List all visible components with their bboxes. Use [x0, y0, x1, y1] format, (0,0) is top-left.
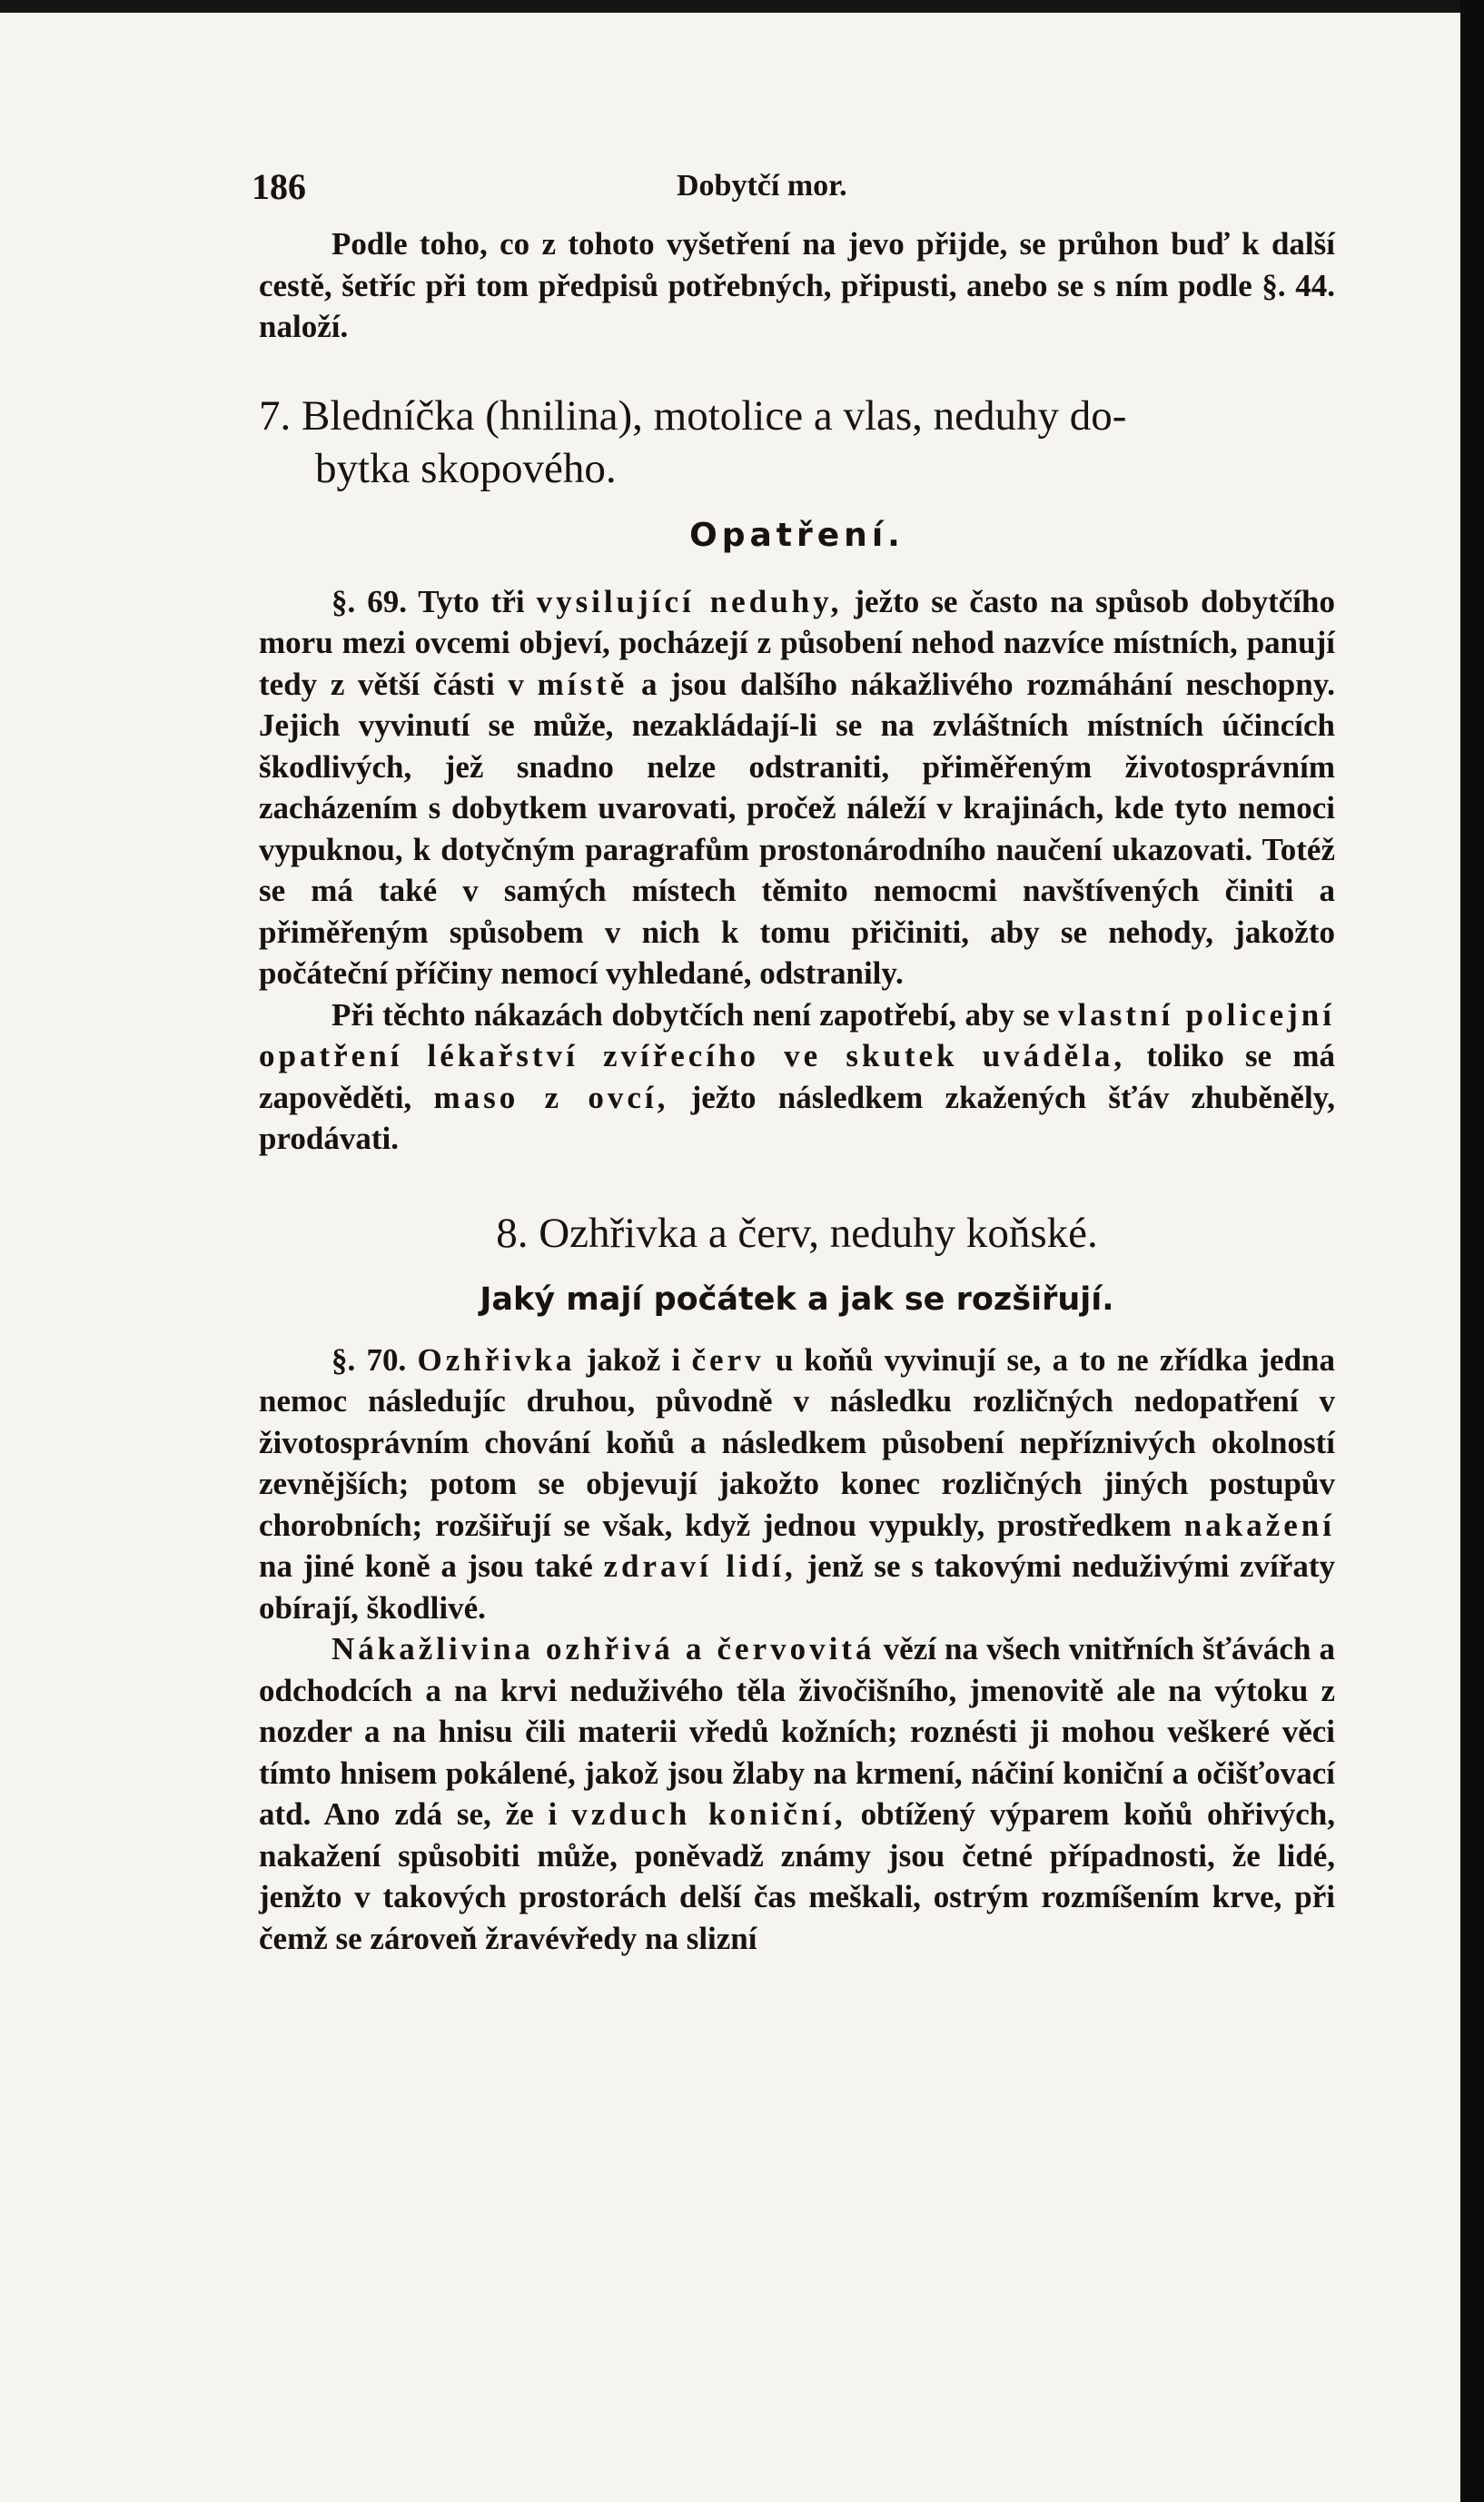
p69b-spaced-1: vlastní policejní opatření lékařství zvířecího ve skutek uváděla, [259, 996, 1335, 1073]
p70-spaced-1: Ozhřivka [417, 1341, 576, 1378]
section-7-heading-line1: 7. Bledníčka (hnilina), motolice a vlas, neduhy do- [259, 391, 1127, 440]
running-title: Dobytčí mor. [677, 169, 847, 203]
section-8-heading: 8. Ozhřivka a červ, neduhy koňské. [496, 1209, 1098, 1257]
p69-spaced-1: vysilující neduhy, [536, 583, 843, 619]
page-number: 186 [252, 166, 306, 207]
p70-text-4: na jiné koně a jsou také [259, 1548, 593, 1584]
p70b-spaced-1: Nákažlivina ozhřivá a červovitá [331, 1631, 876, 1666]
p70-text-2: jakož i [586, 1341, 681, 1378]
paragraph-69 [259, 581, 1335, 994]
section-7-heading [259, 390, 1335, 495]
scan-border [1460, 0, 1484, 2502]
p69b-text-1: Při těchto nákazách dobytčích není zapotřebí, aby se [331, 996, 1050, 1033]
running-head [252, 165, 1335, 223]
paragraph-69-b [259, 994, 1335, 1160]
p69b-spaced-2: maso z ovcí, [433, 1079, 669, 1115]
p69-text-3: a jsou dalšího nákažlivého rozmáhání neschopny. Jejich vyvinutí se může, nezakládají-li se na zvláštních místních účincích škodlivých, jež snadno nelze odstraniti, přiměřeným životosprávním zacházením s dobytkem uvarovati, pročež náleží v krajinách, kde tyto nemoci vypuknou, k dotyčným paragrafům prostonárodního naučení ukazovati. Totéž se má také v samých místech těmito nemocmi navštívených činiti a přiměřeným spůsobem v nich k tomu přičiniti, aby se nehody, jakožto počáteční příčiny nemocí vyhledané, odstranily. [259, 666, 1336, 991]
p70b-spaced-2: vzduch koniční, [571, 1796, 846, 1832]
p69b-text-3: ježto následkem zkažených šťáv zhuběněly, prodávati. [259, 1079, 1335, 1156]
p70b-text-1: vězí na všech vnitřních šťávách a odchodcích a na krvi neduživého těla živočišního, jmenovitě ale na výtoku z nozder a na hnisu čili materii vředů kožních; roznésti ji mohou veškeré věci tímto hnisem pokálené, jakož jsou žlaby na krmení, náčiní koniční a očišťovací atd. Ano zdá se, že i [259, 1631, 1336, 1832]
p70b-text-2: obtížený výparem koňů ohřivých, nakažení spůsobiti může, poněvadž známy jsou četné případnosti, že lidé, jenžto v takových prostorách delší čas meškali, ostrým rozmíšením krve, při čemž se zároveň žravévředy na slizní [259, 1796, 1336, 1956]
p69b-text-2: toliko se má zapověděti, [259, 1038, 1336, 1115]
p69-text-1: §. 69. Tyto tři [331, 583, 525, 619]
p69-text-2: ježto se často na spůsob dobytčího moru mezi ovcemi objeví, pocházejí z působení nehod nazvíce místních, panují tedy z větší části v [259, 583, 1335, 702]
section-7-heading-line2: bytka skopového. [315, 444, 617, 492]
p70-spaced-3: nakažení [1183, 1507, 1335, 1543]
section-8-subheading: Jaký mají počátek a jak se rozšiřují. [480, 1281, 1114, 1318]
section-7-subheading: Opatření. [689, 516, 905, 554]
p70-spaced-4: zdraví lidí, [603, 1548, 796, 1584]
page-content [252, 165, 1336, 1959]
intro-paragraph: Podle toho, co z tohoto vyšetření na jevo přijde, se průhon buď k další cestě, šetříc při tom předpisů potřebných, připusti, anebo se s ním podle §. 44. naloží. [259, 226, 1335, 344]
p70-text-5: jenž se s takovými neduživými zvířaty obírají, škodlivé. [259, 1548, 1335, 1626]
p69-spaced-2: místě [537, 666, 628, 702]
p70-text-3: u koňů vyvinují se, a to ne zřídka jedna nemoc následujíc druhou, původně v následku rozličných nedopatření v životosprávním chování koňů a následkem působení nepříznivých okolností zevnějších; potom se objevují jakožto konec rozličných jiných postupův chorobních; rozšiřují se však, když jednou vypukly, prostředkem [259, 1341, 1336, 1543]
paragraph-70 [259, 1340, 1335, 1629]
paragraph-70-b [259, 1628, 1335, 1959]
book-page [0, 13, 1460, 2502]
p70-spaced-2: červ [691, 1341, 765, 1378]
p70-text-1: §. 70. [331, 1341, 407, 1378]
